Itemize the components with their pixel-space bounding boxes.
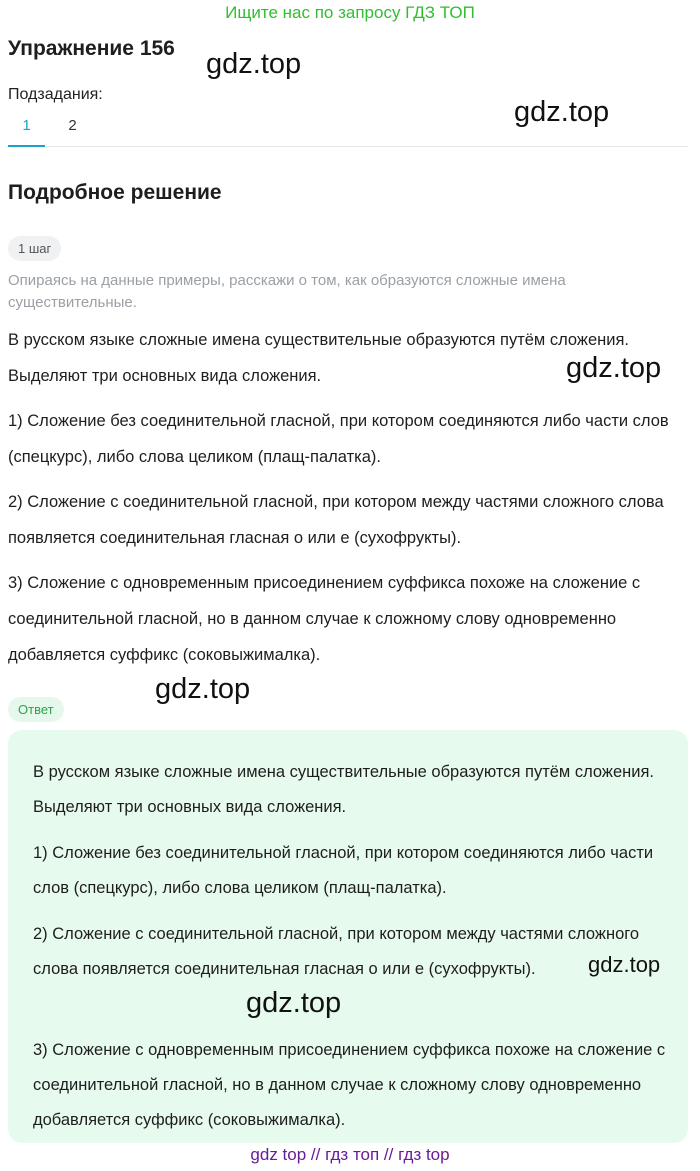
answer-paragraph: 2) Сложение с соединительной гласной, при котором между частями сложного слова появляется соединительная гласная о или е (сухофрукты). (33, 925, 640, 978)
promo-banner[interactable]: Ищите нас по запросу ГДЗ ТОП (225, 3, 475, 22)
answer-badge: Ответ (8, 697, 64, 722)
solution-paragraph: 3) Сложение с одновременным присоединением суффикса похоже на сложение с соединительной гласной, но в данном случае к сложному слову одновременно добавляется суффикс (соковыжималка). (8, 574, 641, 664)
watermark: gdz.top (566, 352, 662, 384)
watermark: gdz.top (514, 96, 610, 128)
tab-subtask-1[interactable]: 1 (8, 110, 45, 147)
solution-paragraph: 2) Сложение с соединительной гласной, при котором между частями сложного слова появляется соединительная гласная о или е (сухофрукты). (8, 493, 664, 547)
subtasks-label: Подзадания: (8, 86, 103, 103)
solution-paragraph: В русском языке сложные имена существительные образуются путём сложения. Выделяют три основных вида сложения. (8, 331, 629, 385)
watermark: gdz.top (588, 952, 661, 977)
page-title: Упражнение 156 (8, 37, 175, 60)
question-text: Опираясь на данные примеры, расскажи о том, как образуются сложные имена существительные. (8, 272, 566, 311)
answer-box (8, 730, 688, 1143)
answer-paragraph: 3) Сложение с одновременным присоединением суффикса похоже на сложение с соединительной гласной, но в данном случае к сложному слову одновременно добавляется суффикс (соковыжималка). (33, 1041, 666, 1129)
answer-paragraph: 1) Сложение без соединительной гласной, при котором соединяются либо части слов (спецкурс), либо слова целиком (плащ-палатка). (33, 844, 654, 897)
watermark: gdz.top (155, 673, 251, 705)
solution-paragraph: 1) Сложение без соединительной гласной, при котором соединяются либо части слов (спецкурс), либо слова целиком (плащ-палатка). (8, 412, 669, 466)
step-badge: 1 шаг (8, 236, 61, 261)
tab-subtask-2[interactable]: 2 (68, 117, 77, 134)
watermark: gdz.top (246, 987, 342, 1019)
solution-title: Подробное решение (8, 181, 222, 204)
answer-paragraph: В русском языке сложные имена существительные образуются путём сложения. Выделяют три основных вида сложения. (33, 763, 654, 816)
footer-links[interactable]: gdz top // гдз топ // гдз top (250, 1145, 450, 1164)
watermark: gdz.top (206, 48, 302, 80)
